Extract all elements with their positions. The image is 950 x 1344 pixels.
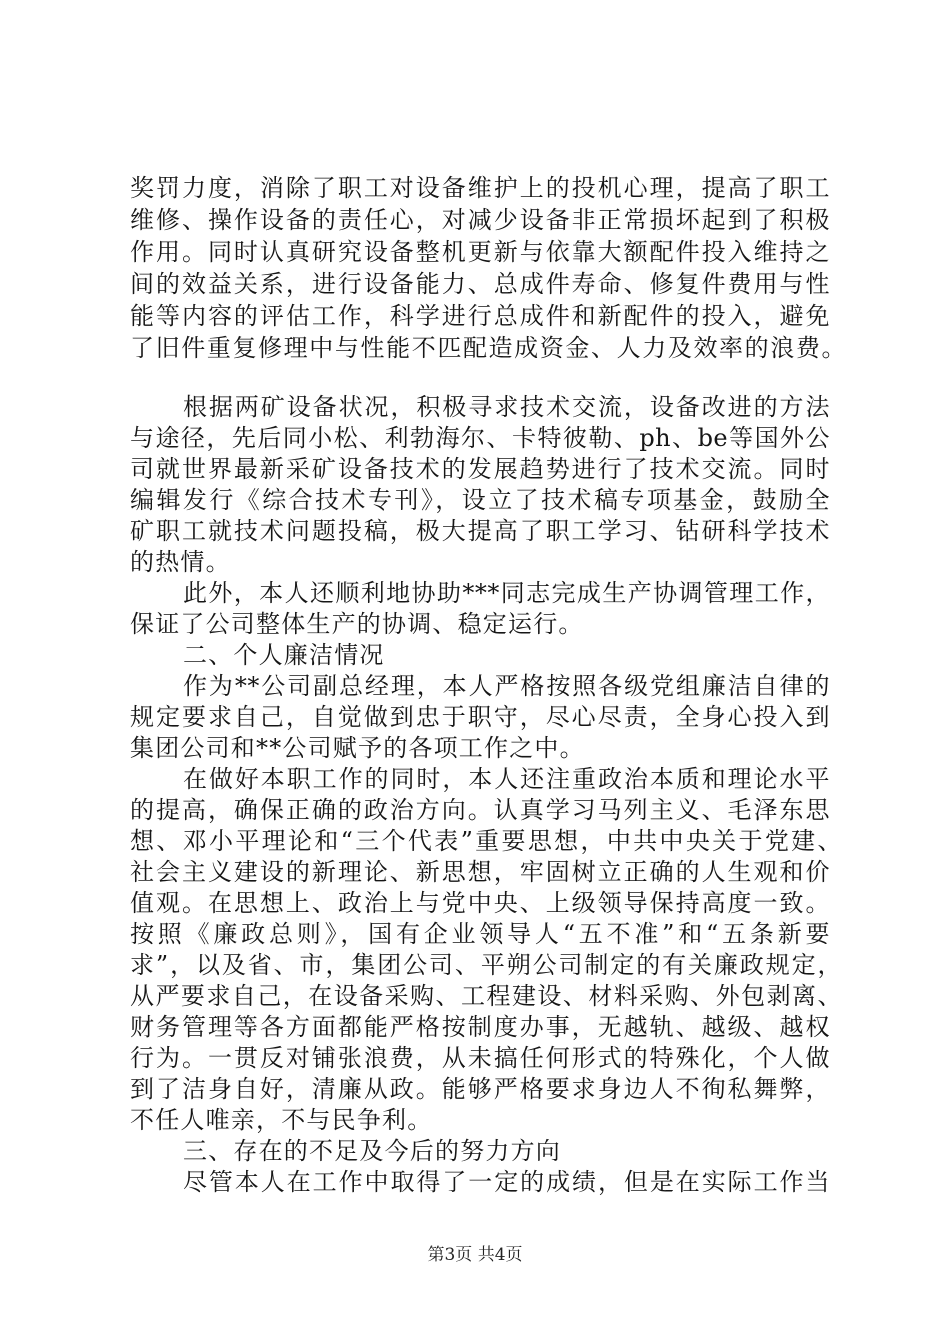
paragraph-line: 的热情。: [130, 548, 231, 576]
paragraph-line: 集团公司和**公司赋予的各项工作之中。: [130, 734, 585, 762]
section-heading-shortcomings: 三、存在的不足及今后的努力方向: [183, 1137, 561, 1165]
paragraph-coordination: [130, 578, 830, 640]
paragraph-line: 规定要求自己，自觉做到忠于职守，尽心尽责，全身心投入到: [130, 703, 830, 731]
paragraph-line: 根据两矿设备状况，积极寻求技术交流，设备改进的方法: [183, 393, 830, 421]
paragraph-integrity-role: [130, 671, 830, 764]
paragraph-line: 的提高，确保正确的政治方向。认真学习马列主义、毛泽东思: [130, 796, 830, 824]
paragraph-line: 维修、操作设备的责任心，对减少设备非正常损坏起到了积极: [130, 206, 830, 234]
paragraph-line: 财务管理等各方面都能严格按制度办事，无越轨、越级、越权: [130, 1013, 830, 1041]
paragraph-equipment-maintenance: [130, 172, 846, 364]
paragraph-line: 编辑发行《综合技术专刊》，设立了技术稿专项基金，鼓励全: [130, 486, 830, 514]
paragraph-line: 值观。在思想上、政治上与党中央、上级领导保持高度一致。: [130, 889, 830, 917]
paragraph-line: 社会主义建设的新理论、新思想，牢固树立正确的人生观和价: [130, 858, 830, 886]
paragraph-line: 到了洁身自好，清廉从政。能够严格要求身边人不徇私舞弊，: [130, 1075, 830, 1103]
paragraph-line: 间的效益关系，进行设备能力、总成件寿命、修复件费用与性: [130, 270, 830, 298]
paragraph-line: 了旧件重复修理中与性能不匹配造成资金、人力及效率的浪费。: [130, 334, 846, 362]
paragraph-line: 求”，以及省、市，集团公司、平朔公司制定的有关廉政规定，: [130, 951, 842, 979]
paragraph-line: 尽管本人在工作中取得了一定的成绩，但是在实际工作当: [183, 1168, 830, 1196]
paragraph-line: 按照《廉政总则》，国有企业领导人“五不准”和“五条新要: [130, 920, 830, 948]
paragraph-line: 行为。一贯反对铺张浪费，从未搞任何形式的特殊化，个人做: [130, 1044, 830, 1072]
paragraph-line: 作为**公司副总经理，本人严格按照各级党组廉洁自律的: [183, 672, 830, 700]
document-body: [130, 392, 842, 1198]
paragraph-line: 保证了公司整体生产的协调、稳定运行。: [130, 610, 584, 638]
paragraph-line: 矿职工就技术问题投稿，极大提高了职工学习、钻研科学技术: [130, 517, 830, 545]
paragraph-line: 在做好本职工作的同时，本人还注重政治本质和理论水平: [183, 765, 830, 793]
paragraph-tech-exchange: [130, 392, 830, 578]
paragraph-line: 此外，本人还顺利地协助***同志完成生产协调管理工作，: [183, 579, 830, 607]
page-number-footer: 第3页 共4页: [427, 1245, 523, 1265]
paragraph-line: 与途径，先后同小松、利勃海尔、卡特彼勒、ph、be等国外公: [130, 424, 830, 452]
paragraph-line: 不任人唯亲，不与民争利。: [130, 1106, 433, 1134]
paragraph-line: 作用。同时认真研究设备整机更新与依靠大额配件投入维持之: [130, 238, 830, 266]
paragraph-line: 奖罚力度，消除了职工对设备维护上的投机心理，提高了职工: [130, 174, 830, 202]
paragraph-line: 想、邓小平理论和“三个代表”重要思想，中共中央关于党建、: [130, 827, 842, 855]
paragraph-line: 从严要求自己，在设备采购、工程建设、材料采购、外包剥离、: [130, 982, 842, 1010]
section-heading-integrity: 二、个人廉洁情况: [183, 641, 385, 669]
paragraph-line: 能等内容的评估工作，科学进行总成件和新配件的投入，避免: [130, 302, 830, 330]
paragraph-shortcomings: [130, 1167, 830, 1198]
paragraph-line: 司就世界最新采矿设备技术的发展趋势进行了技术交流。同时: [130, 455, 830, 483]
paragraph-political-study: [130, 764, 842, 1136]
